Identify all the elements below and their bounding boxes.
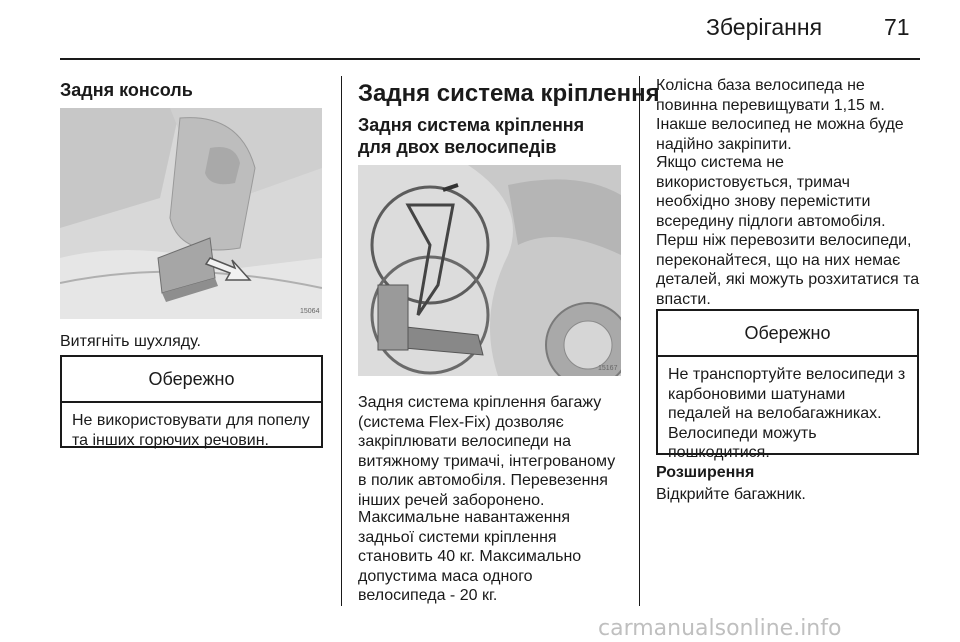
- page-header-title: Зберігання: [706, 14, 823, 40]
- loose-parts-paragraph: Перш ніж перевозити велосипеди, переконайтеся, що на них немає деталей, які можуть розхитатися та впасти.: [656, 232, 920, 308]
- bike-carrier-illustration: [358, 165, 621, 376]
- section-heading-rear-console: Задня консоль: [60, 80, 193, 100]
- header-rule: [60, 58, 920, 60]
- open-trunk-paragraph: Відкрийте багажник.: [656, 486, 806, 503]
- subheading-extension: Розширення: [656, 464, 755, 481]
- fig2-code: 15167: [598, 365, 618, 372]
- warning-text: Не транспортуйте велосипеди з карбоновими шатунами педалей на велобагажниках. Велосипеди можуть пошкодитися.: [668, 366, 906, 461]
- subheading-two-bikes: Задня система кріплення для двох велосипедів: [358, 115, 585, 157]
- storage-paragraph: Якщо система не використовується, тримач необхідно знову перемістити всередину підлоги автомобіля.: [656, 154, 886, 230]
- section-heading-rear-carrier: Задня система кріплення: [358, 80, 660, 107]
- carrier-paragraph-2: Максимальне навантаження задньої системи кріплення становить 40 кг. Максимально допустима маса одного велосипеда - 20 кг.: [358, 509, 582, 604]
- warning-title: Обережно: [658, 311, 917, 357]
- watermark: carmanualsonline.info: [598, 616, 842, 641]
- column-divider-1: [341, 76, 342, 606]
- page-number: 71: [884, 14, 910, 40]
- carrier-paragraph-1: Задня система кріплення багажу (система Flex-Fix) дозволяє закріплювати велосипеди на витяжному тримачі, інтегрованому в полик автомобіля. Перевезення інших речей заборонено.: [358, 394, 616, 509]
- column-divider-2: [639, 76, 640, 606]
- rear-console-drawing: [60, 108, 322, 319]
- rear-console-caption: Витягніть шухляду.: [60, 333, 201, 350]
- fig1-code: 15064: [300, 308, 320, 315]
- wheelbase-paragraph: Колісна база велосипеда не повинна перевищувати 1,15 м. Інакше велосипед не можна буде надійно закріпити.: [656, 77, 904, 153]
- warning-box-carbon: [656, 309, 919, 461]
- warning-box-console: [60, 355, 323, 448]
- warning-title: Обережно: [62, 357, 321, 403]
- warning-text: Не використовувати для попелу та інших горючих речовин.: [72, 412, 310, 449]
- bike-carrier-drawing: [358, 165, 621, 376]
- rear-console-illustration: [60, 108, 322, 319]
